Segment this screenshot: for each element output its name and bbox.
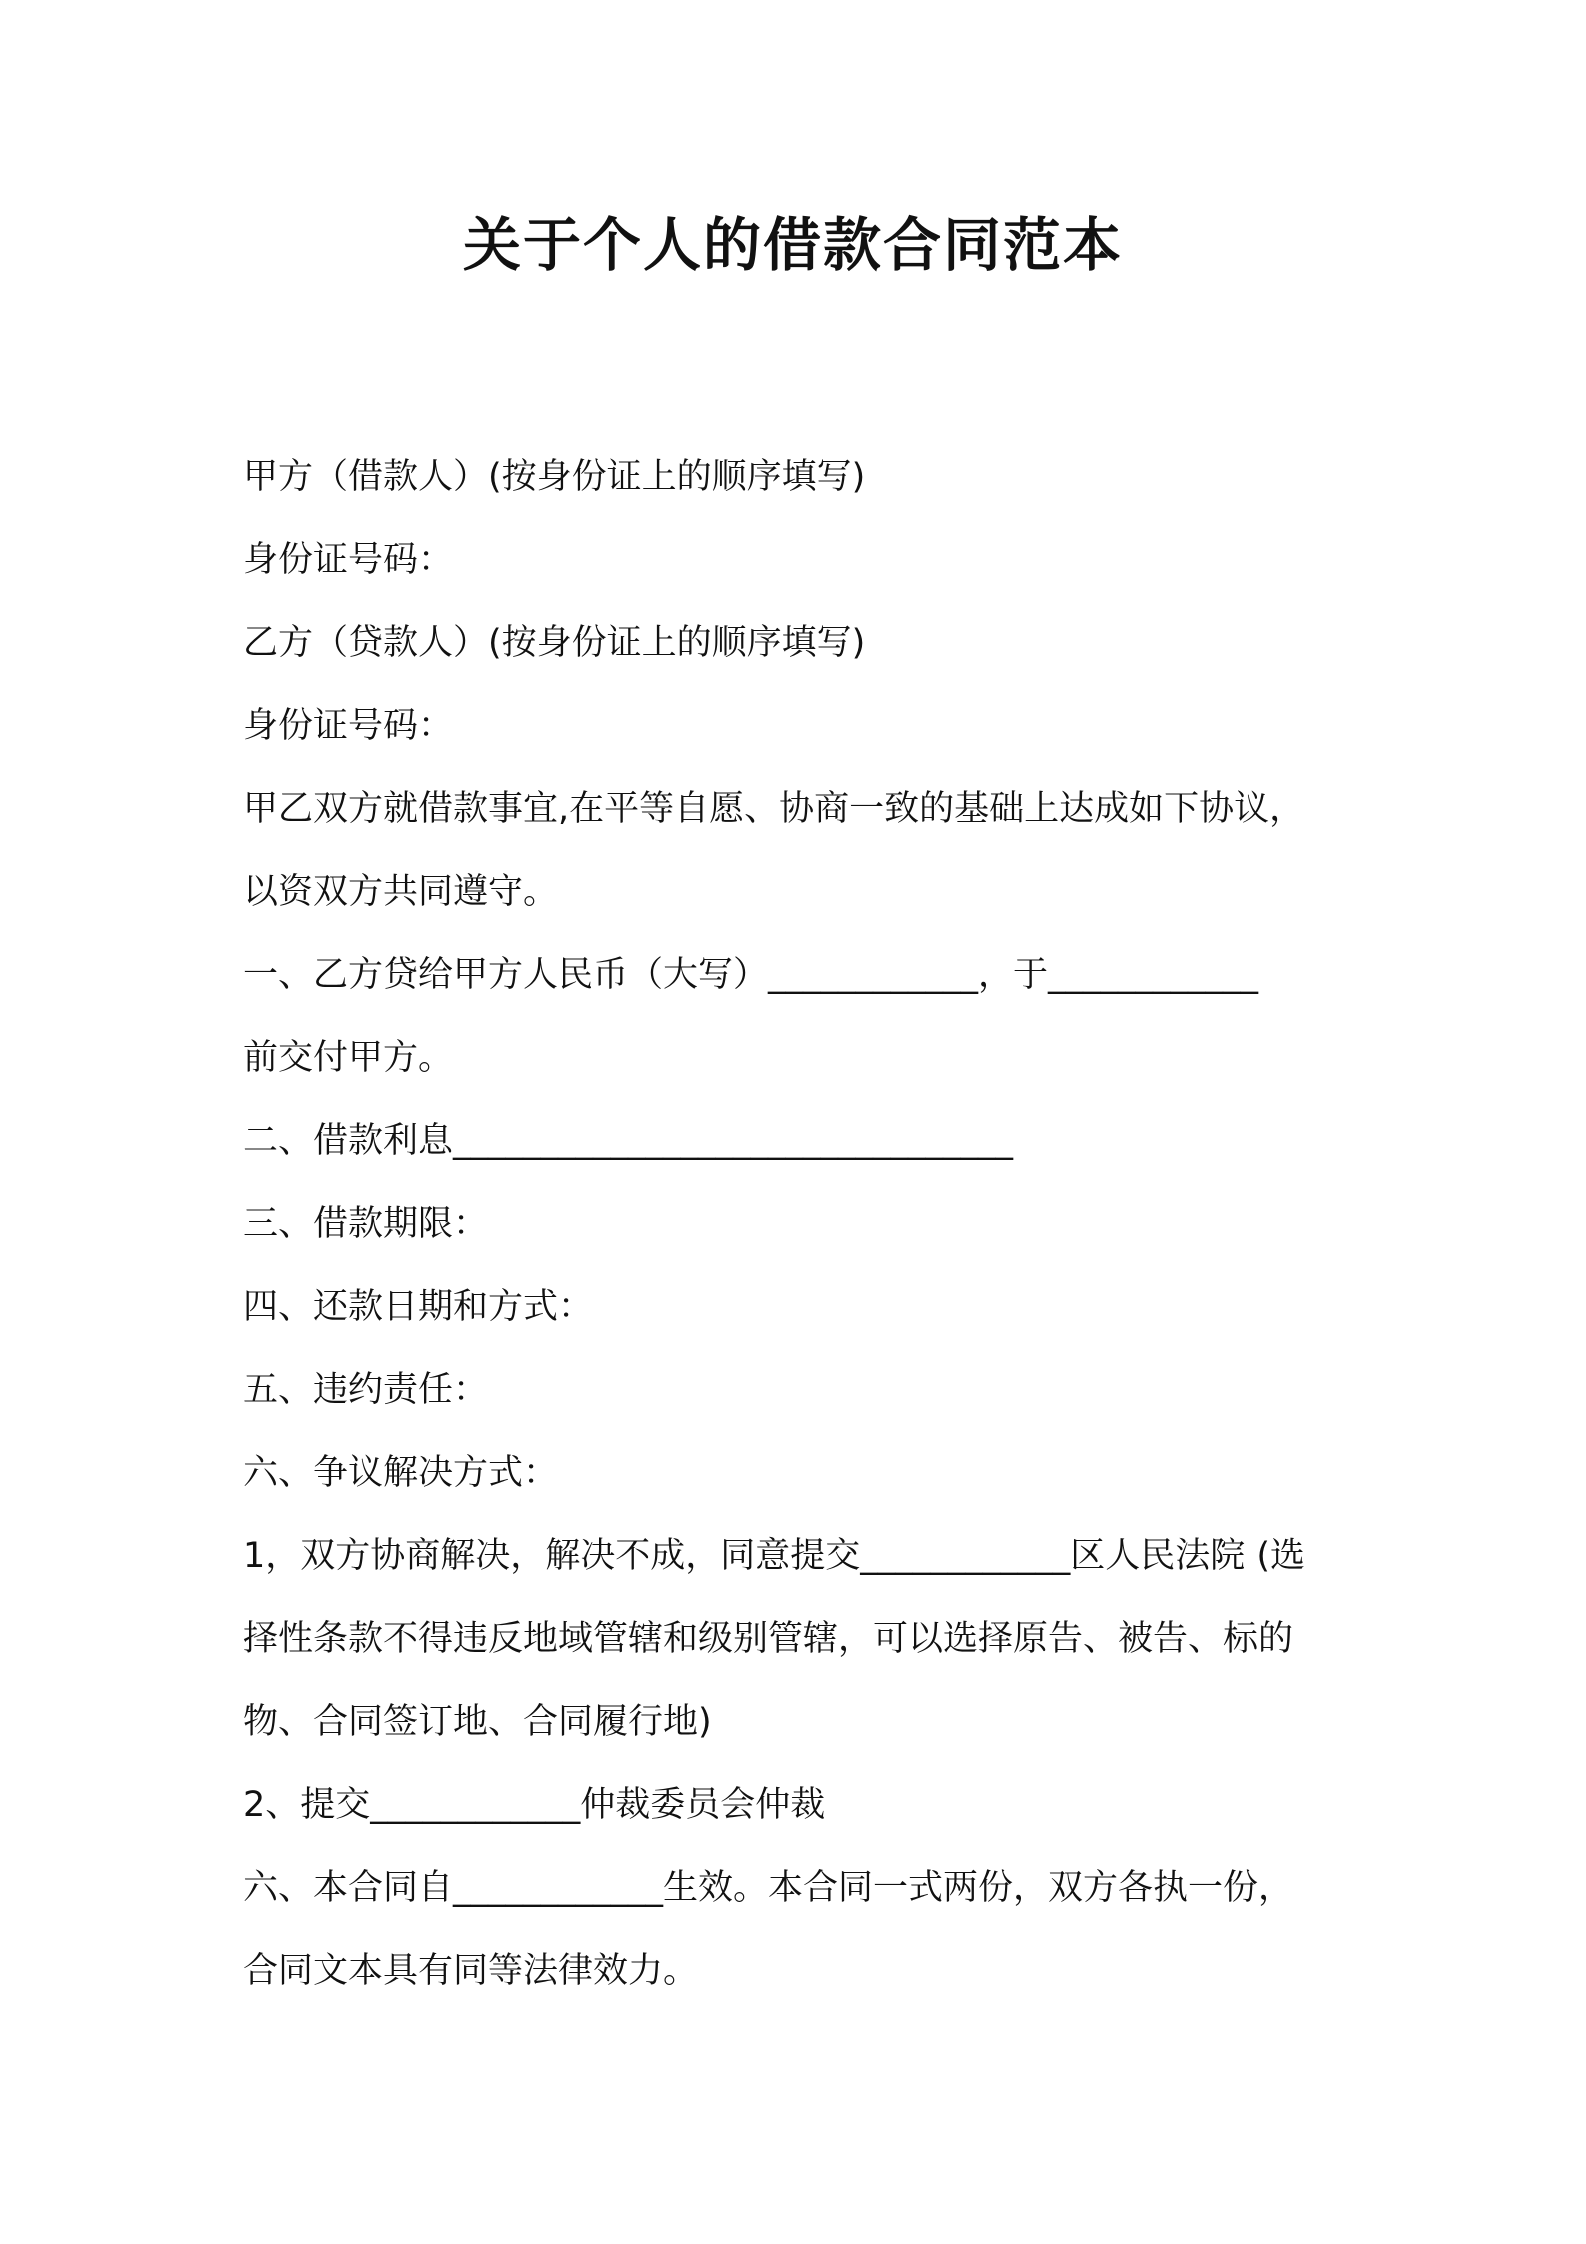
clause-2-line: 二、借款利息________________________________: [243, 1121, 1014, 1161]
clause-5-line: 五、违约责任：: [243, 1370, 489, 1410]
clause-1-line-1: 一、乙方贷给甲方人民币（大写）____________，于____________: [243, 955, 1259, 995]
effective-clause-line-2: 合同文本具有同等法律效力。: [243, 1951, 699, 1991]
party-a-line: 甲方（借款人）(按身份证上的顺序填写): [243, 457, 866, 497]
clause-4-line: 四、还款日期和方式：: [243, 1287, 594, 1327]
effective-clause-line-1: 六、本合同自____________生效。本合同一式两份，双方各执一份，: [243, 1868, 1294, 1908]
clause-3-line: 三、借款期限：: [243, 1204, 489, 1244]
party-b-line: 乙方（贷款人）(按身份证上的顺序填写): [243, 623, 866, 663]
document-title: 关于个人的借款合同范本: [462, 211, 1123, 279]
dispute-option-1-line-2: 择性条款不得违反地域管辖和级别管辖，可以选择原告、被告、标的: [243, 1619, 1294, 1659]
document-body: [243, 436, 1363, 2013]
preamble-line-2: 以资双方共同遵守。: [243, 872, 559, 912]
dispute-option-2-line: 2、提交____________仲裁委员会仲裁: [243, 1785, 826, 1825]
clause-6-line: 六、争议解决方式：: [243, 1453, 559, 1493]
dispute-option-1-line-3: 物、合同签订地、合同履行地): [243, 1702, 712, 1742]
party-b-id-line: 身份证号码：: [243, 706, 454, 746]
party-a-id-line: 身份证号码：: [243, 540, 454, 580]
dispute-option-1-line-1: 1，双方协商解决，解决不成，同意提交____________区人民法院 (选: [243, 1536, 1306, 1576]
preamble-line-1: 甲乙双方就借款事宜,在平等自愿、协商一致的基础上达成如下协议，: [243, 789, 1305, 829]
clause-1-line-2: 前交付甲方。: [243, 1038, 454, 1078]
